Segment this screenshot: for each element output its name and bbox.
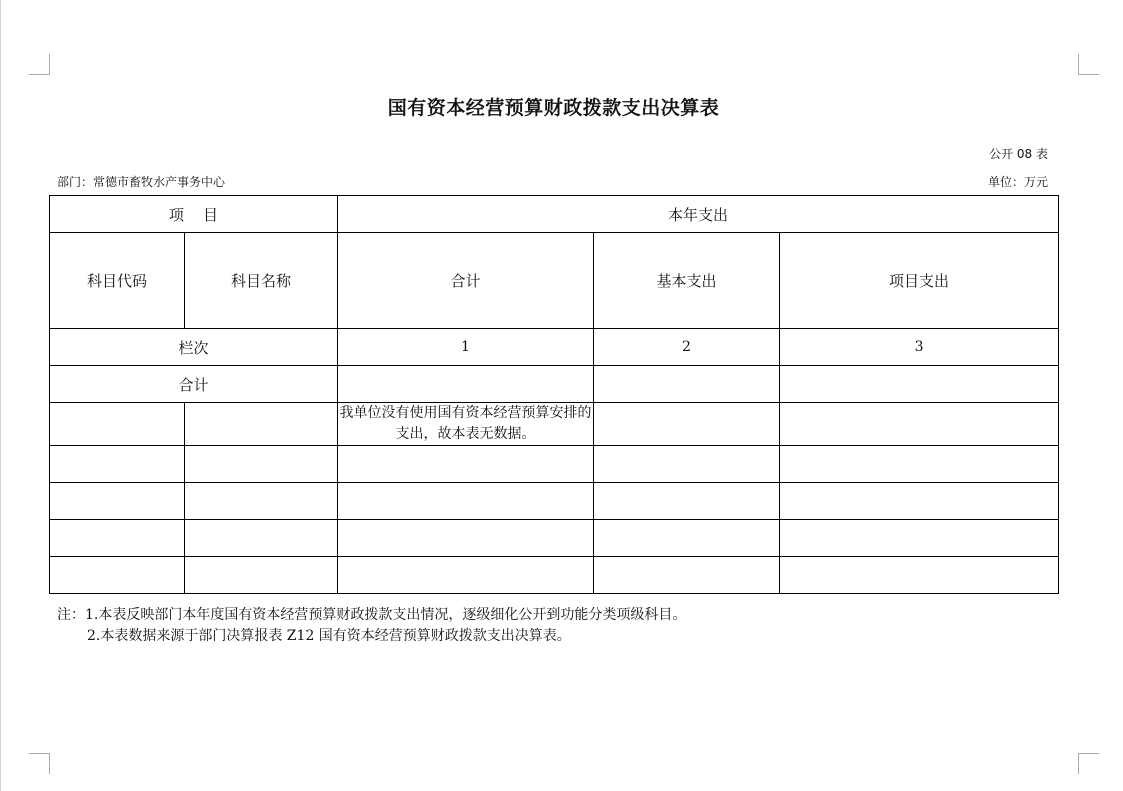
table-cell (185, 403, 338, 446)
row-total (50, 366, 1059, 403)
table-cell (50, 483, 185, 520)
table-cell (594, 446, 780, 483)
department-label: 部门：常德市畜牧水产事务中心 (57, 175, 226, 189)
col-name: 科目名称 (185, 233, 338, 329)
crop-mark-top-left (29, 54, 50, 75)
row-index-label: 栏次 (50, 329, 338, 366)
crop-mark-bottom-left (29, 753, 50, 774)
table-row (50, 520, 1059, 557)
table-cell (338, 520, 594, 557)
footnotes (57, 605, 686, 647)
table-cell (338, 446, 594, 483)
col-code: 科目代码 (50, 233, 185, 329)
table-cell (780, 557, 1059, 594)
table-cell (780, 403, 1059, 446)
table-cell (338, 483, 594, 520)
row-index-3: 3 (780, 329, 1059, 366)
table-row (50, 403, 1059, 446)
form-number: 公开 08 表 (989, 147, 1048, 161)
header-current-year: 本年支出 (338, 196, 1059, 233)
col-project: 项目支出 (780, 233, 1059, 329)
table-cell (50, 403, 185, 446)
table-cell (594, 403, 780, 446)
header-row-1 (50, 196, 1059, 233)
table-cell (780, 520, 1059, 557)
no-data-note: 我单位没有使用国有资本经营预算安排的支出，故本表无数据。 (338, 403, 594, 446)
row-total-label: 合计 (50, 366, 338, 403)
row-index-2: 2 (594, 329, 780, 366)
table-row (50, 557, 1059, 594)
table-cell (50, 557, 185, 594)
table-cell (185, 483, 338, 520)
crop-mark-bottom-right (1078, 753, 1099, 774)
footnote-2: 2.本表数据来源于部门决算报表 Z12 国有资本经营预算财政拨款支出决算表。 (87, 628, 571, 644)
unit-label: 单位：万元 (987, 175, 1048, 189)
table-cell (185, 520, 338, 557)
header-item: 项 目 (50, 196, 338, 233)
table-cell (185, 557, 338, 594)
table-cell (185, 446, 338, 483)
table-cell (594, 557, 780, 594)
crop-mark-top-right (1078, 54, 1099, 75)
table-cell (50, 520, 185, 557)
table-cell (50, 446, 185, 483)
page-title: 国有资本经营预算财政拨款支出决算表 (387, 97, 720, 119)
table-cell (594, 483, 780, 520)
row-index (50, 329, 1059, 366)
footnote-1: 注：1.本表反映部门本年度国有资本经营预算财政拨款支出情况，逐级细化公开到功能分类项级科目。 (57, 607, 687, 623)
table-cell (338, 557, 594, 594)
col-total: 合计 (338, 233, 594, 329)
table-cell (338, 366, 594, 403)
expenditure-table (49, 195, 1059, 594)
row-index-1: 1 (338, 329, 594, 366)
table-cell (780, 483, 1059, 520)
header-row-2 (50, 233, 1059, 329)
table-cell (780, 366, 1059, 403)
table-row (50, 483, 1059, 520)
table-cell (594, 366, 780, 403)
col-basic: 基本支出 (594, 233, 780, 329)
table-cell (780, 446, 1059, 483)
table-row (50, 446, 1059, 483)
table-cell (594, 520, 780, 557)
